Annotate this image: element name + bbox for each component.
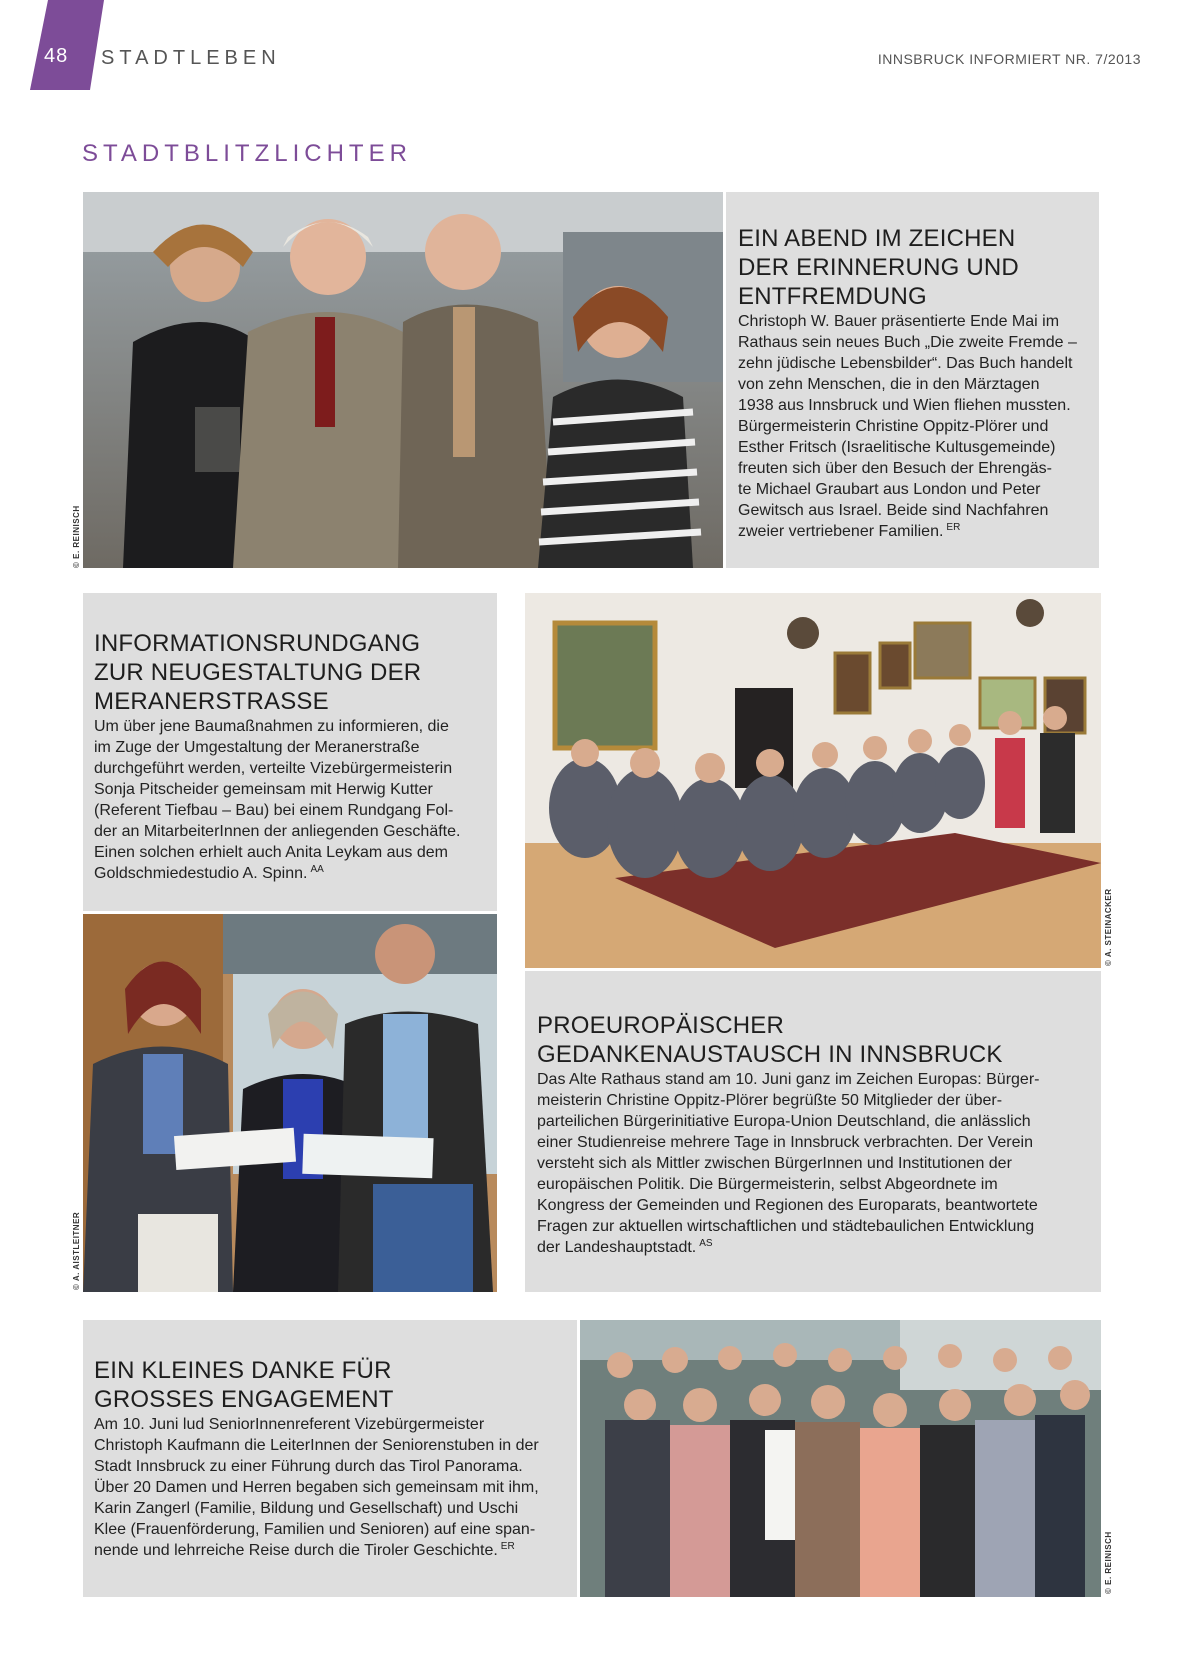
section-title: STADTLEBEN [101,47,281,69]
group-photo-four-people-icon [83,192,723,568]
photo-credit: © E. REINISCH [72,505,81,568]
three-people-with-folder-icon [83,914,497,1292]
issue-label: INNSBRUCK INFORMIERT NR. 7/2013 [877,51,1141,67]
photo-credit: © A. AISTLEITNER [72,1211,81,1290]
photo-memorial-evening [83,192,723,568]
article-card-meranerstrasse [83,593,497,911]
article-title: PROEUROPÄISCHER GEDANKENAUSTAUSCH IN INNSBRUCK [537,1012,1003,1068]
article-title: INFORMATIONSRUNDGANG ZUR NEUGESTALTUNG DER MERANERSTRASSE [94,630,422,715]
photo-credit: © A. STEINACKER [1104,888,1113,966]
article-title: EIN KLEINES DANKE FÜR GROSSES ENGAGEMENT [94,1357,394,1413]
author-tag: AS [699,1237,713,1249]
photo-senior-leaders [580,1320,1101,1597]
article-body: Christoph W. Bauer präsentierte Ende Mai im Rathaus sein neues Buch „Die zweite Fremde – zehn jüdische Lebensbilder“. Das Buch handelt von zehn Menschen, die in den Märztagen 1938 aus Innsbruck und Wien fliehen mussten. Bürgermeisterin Christine Oppitz-Plörer und Esther Fritsch (Israelitische Kultusgemeinde) freuten sich über den Besuch der Ehrengäs- te Michael Graubart aus London und Peter Gewitsch aus Israel. Beide sind Nachfahren zweier vertriebener Familien. $^{ER}$ [738,313,1077,540]
article-title: EIN ABEND IM ZEICHEN DER ERINNERUNG UND ENTFREMDUNG [738,225,1019,310]
article-card-memorial [726,192,1099,568]
author-tag: ER [946,521,961,533]
article-body: Das Alte Rathaus stand am 10. Juni ganz im Zeichen Europas: Bürger- meisterin Christine Oppitz-Plörer begrüßte 50 Mitglieder der über- parteilichen Bürgerinitiative Europa-Union Deutschland, die anlässlich einer Studienreise mehrere Tage in Innsbruck verbrachten. Der Verein versteht sich als Mittler zwischen BürgerInnen und Institutionen der europäischen Politik. Die Bürgermeisterin, selbst Abgeordnete im Kongress der Gemeinden und Regionen des Europarats, beantwortete Fragen zur aktuellen wirtschaftlichen und städtebaulichen Entwicklung der Landeshauptstadt. $^{AS}$ [537,1071,1040,1256]
article-body: Um über jene Baumaßnahmen zu informieren, die im Zuge der Umgestaltung der Meranerstraße durchgeführt werden, verteilte Vizebürgermeisterin Sonja Pitscheider gemeinsam mit Herwig Kutter (Referent Tiefbau – Bau) bei einem Rundgang Fol- der an MitarbeiterInnen der anliegenden Geschäfte. Einen solchen erhielt auch Anita Leykam aus dem Goldschmiedestudio A. Spinn. $^{AA}$ [94,718,461,882]
page-number: 48 [44,45,69,67]
article-card-engagement [83,1320,577,1597]
photo-europa-union [525,593,1101,968]
author-tag: AA [310,863,324,875]
photo-meranerstrasse [83,914,497,1292]
article-card-europa [525,971,1101,1292]
page-heading: STADTBLITZLICHTER [82,140,412,167]
author-tag: ER [500,1540,515,1552]
seated-audience-hall-icon [525,593,1101,968]
article-body: Am 10. Juni lud SeniorInnenreferent Vizebürgermeister Christoph Kaufmann die LeiterInnen der Seniorenstuben in der Stadt Innsbruck zu einer Führung durch das Tirol Panorama. Über 20 Damen und Herren begaben sich gemeinsam mit ihm, Karin Zangerl (Familie, Bildung und Gesellschaft) und Uschi Klee (Frauenförderung, Familien und Senioren) auf eine span- nende und lehrreiche Reise durch die Tiroler Geschichte. $^{ER}$ [94,1416,539,1559]
large-group-outdoor-icon [580,1320,1101,1597]
photo-credit: © E. REINISCH [1104,1531,1113,1594]
